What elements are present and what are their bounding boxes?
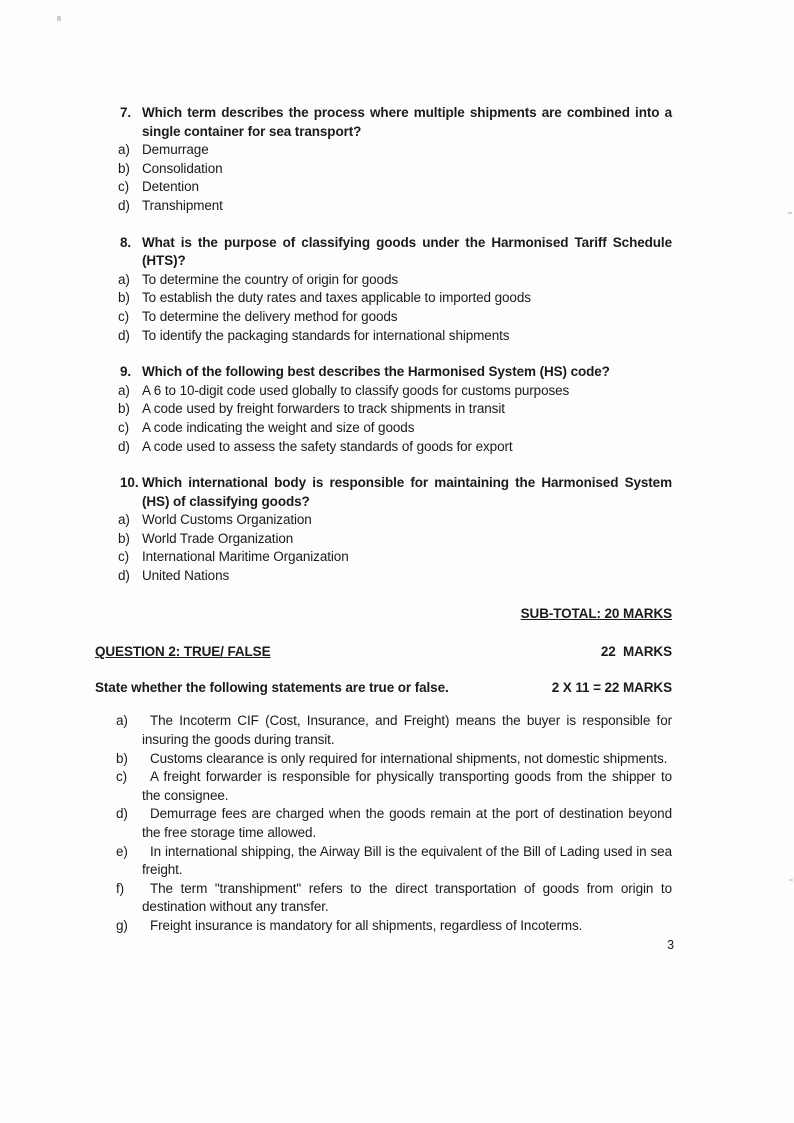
- statement-text: Demurrage fees are charged when the goods remain at the port of destination beyond the free storage time allowed.: [142, 806, 672, 840]
- option-list: [95, 271, 672, 345]
- true-false-statement: [116, 805, 672, 842]
- question-number: 9.: [120, 364, 132, 380]
- mcq-option: [118, 308, 672, 327]
- option-letter: b): [118, 290, 130, 306]
- mcq-option: [118, 289, 672, 308]
- option-text: United Nations: [142, 568, 230, 584]
- true-false-statement: [116, 917, 672, 936]
- option-list: [95, 511, 672, 585]
- true-false-statement: [116, 843, 672, 880]
- scan-artifact: [788, 212, 792, 214]
- option-letter: c): [118, 179, 130, 195]
- option-letter: a): [118, 382, 130, 398]
- mcq-option: [118, 511, 672, 530]
- statement-letter: f): [116, 880, 125, 896]
- question2-instruction: State whether the following statements are true or false.: [95, 679, 449, 695]
- option-letter: b): [118, 401, 130, 417]
- option-text: Detention: [142, 179, 199, 195]
- option-text: World Trade Organization: [142, 530, 294, 546]
- question-heading: [120, 234, 672, 271]
- option-text: Demurrage: [142, 142, 209, 158]
- true-false-statement-list: [95, 712, 672, 935]
- true-false-statement: [116, 880, 672, 917]
- question-text: Which of the following best describes the Harmonised System (HS) code?: [142, 364, 610, 380]
- option-letter: b): [118, 160, 130, 176]
- option-letter: a): [118, 512, 130, 528]
- statement-letter: a): [116, 713, 128, 729]
- scan-artifact: [57, 16, 61, 21]
- mcq-option: [118, 141, 672, 160]
- question2-marks: 22 MARKS: [600, 644, 672, 660]
- true-false-statement: [116, 750, 672, 769]
- question-number: 10.: [120, 475, 139, 491]
- question-heading: [120, 363, 672, 382]
- option-text: To establish the duty rates and taxes applicable to imported goods: [142, 290, 531, 306]
- option-text: Transhipment: [142, 197, 223, 213]
- option-text: World Customs Organization: [142, 512, 312, 528]
- question-heading: [120, 474, 672, 511]
- option-list: [95, 382, 672, 456]
- question-text: Which international body is responsible for maintaining the Harmonised System (HS) of classifying goods?: [142, 475, 672, 509]
- mcq-option: [118, 438, 672, 457]
- option-letter: c): [118, 419, 130, 435]
- option-text: A code used by freight forwarders to track shipments in transit: [142, 401, 505, 417]
- subtotal-row: [95, 605, 672, 624]
- statement-letter: e): [116, 843, 128, 859]
- statement-text: Freight insurance is mandatory for all shipments, regardless of Incoterms.: [150, 917, 583, 933]
- true-false-statement: [116, 712, 672, 749]
- mcq-option: [118, 197, 672, 216]
- page-number: 3: [667, 938, 674, 952]
- option-letter: a): [118, 142, 130, 158]
- option-text: To determine the delivery method for goods: [142, 308, 398, 324]
- subtotal-label: SUB-TOTAL: 20 MARKS: [520, 605, 672, 621]
- option-text: To determine the country of origin for goods: [142, 271, 398, 287]
- mcq-question: [95, 363, 672, 456]
- statement-letter: c): [116, 769, 128, 785]
- option-letter: d): [118, 197, 130, 213]
- mcq-option: [118, 567, 672, 586]
- mcq-option: [118, 400, 672, 419]
- mcq-option: [118, 271, 672, 290]
- option-text: A code used to assess the safety standards of goods for export: [142, 438, 513, 454]
- question-heading: [120, 104, 672, 141]
- question-number: 7.: [120, 105, 132, 120]
- option-list: [95, 141, 672, 215]
- statement-letter: b): [116, 750, 128, 766]
- question2-header: [95, 643, 672, 662]
- option-letter: d): [118, 327, 130, 343]
- option-letter: c): [118, 549, 130, 565]
- option-letter: b): [118, 530, 130, 546]
- mcq-option: [118, 160, 672, 179]
- mcq-question: [95, 474, 672, 586]
- mcq-option: [118, 382, 672, 401]
- question2-instruction-row: [95, 679, 672, 698]
- mcq-option: [118, 327, 672, 346]
- mcq-question: [95, 234, 672, 346]
- option-text: A 6 to 10-digit code used globally to classify goods for customs purposes: [142, 382, 570, 398]
- option-text: Consolidation: [142, 160, 223, 176]
- question-text: Which term describes the process where multiple shipments are combined into a single container for sea transport?: [142, 105, 672, 139]
- statement-letter: g): [116, 917, 128, 933]
- mcq-option: [118, 419, 672, 438]
- option-text: A code indicating the weight and size of goods: [142, 419, 415, 435]
- option-text: To identify the packaging standards for international shipments: [142, 327, 510, 343]
- mcq-question-list: [95, 104, 672, 586]
- mcq-option: [118, 530, 672, 549]
- statement-text: The term "transhipment" refers to the direct transportation of goods from origin to destination without any transfer.: [142, 880, 672, 915]
- option-letter: d): [118, 568, 130, 584]
- option-letter: a): [118, 271, 130, 287]
- mcq-question: [95, 104, 672, 216]
- option-letter: c): [118, 308, 130, 324]
- statement-text: In international shipping, the Airway Bill is the equivalent of the Bill of Lading used in sea freight.: [142, 843, 672, 878]
- question-number: 8.: [120, 234, 132, 250]
- mcq-option: [118, 178, 672, 197]
- true-false-statement: [116, 768, 672, 805]
- statement-text: The Incoterm CIF (Cost, Insurance, and Freight) means the buyer is responsible for insuring the goods during transit.: [142, 713, 672, 748]
- statement-text: A freight forwarder is responsible for physically transporting goods from the shipper to the consignee.: [142, 769, 672, 803]
- question2-marks-breakdown: 2 X 11 = 22 MARKS: [551, 679, 672, 695]
- statement-text: Customs clearance is only required for international shipments, not domestic shipments.: [150, 750, 668, 766]
- question-text: What is the purpose of classifying goods under the Harmonised Tariff Schedule (HTS)?: [142, 234, 672, 269]
- statement-letter: d): [116, 806, 128, 822]
- option-text: International Maritime Organization: [142, 549, 349, 565]
- question2-title: QUESTION 2: TRUE/ FALSE: [95, 644, 271, 660]
- scan-artifact: [789, 879, 793, 881]
- mcq-option: [118, 548, 672, 567]
- option-letter: d): [118, 438, 130, 454]
